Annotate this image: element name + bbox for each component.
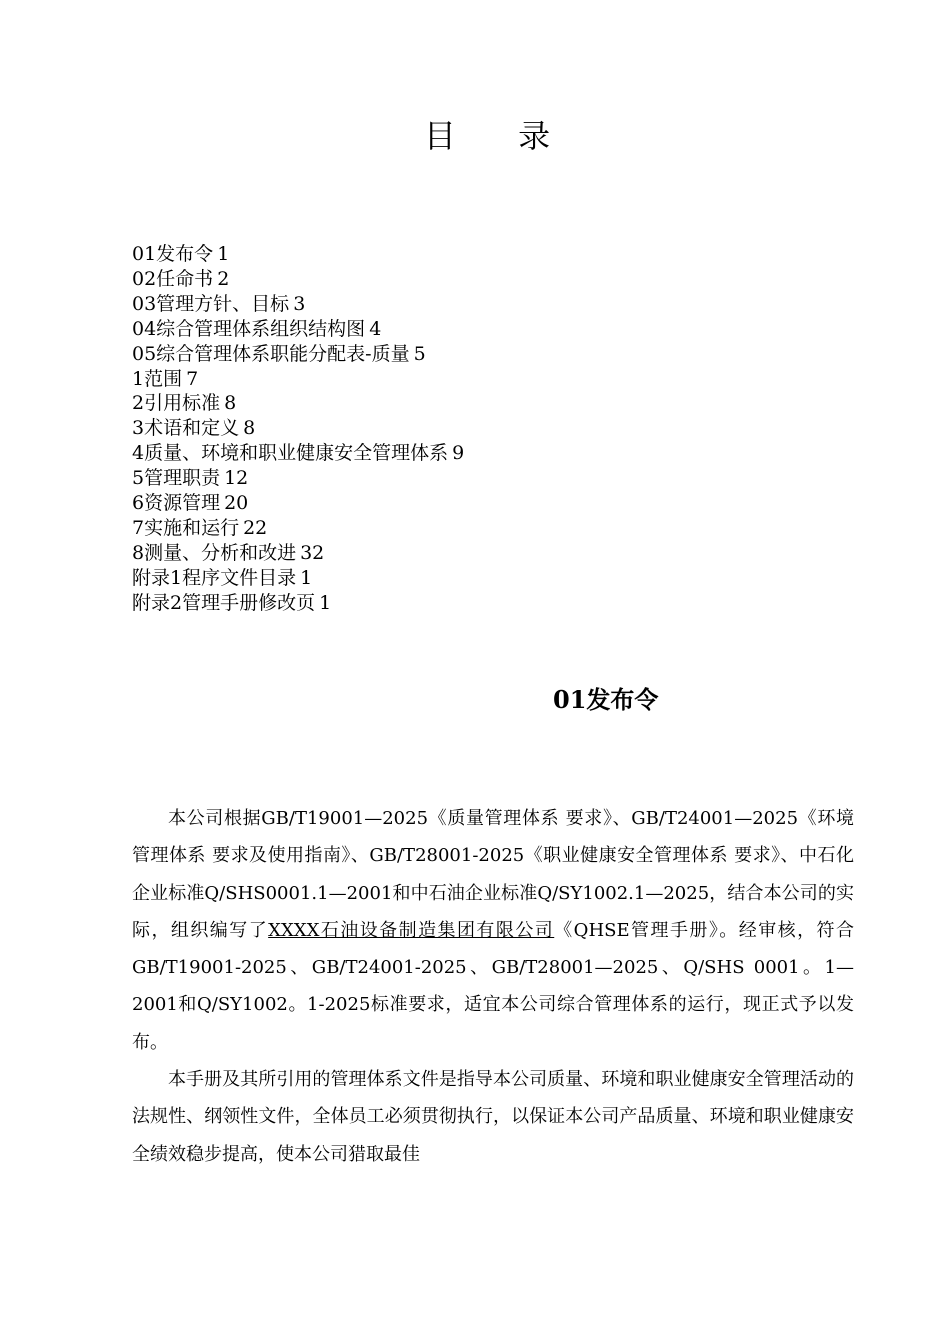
toc-item-page: 1: [300, 566, 313, 589]
toc-item-page: 7: [186, 367, 199, 390]
toc-item-page: 8: [243, 417, 256, 440]
toc-item[interactable]: [132, 391, 464, 416]
toc-item-label: 05综合管理体系职能分配表-质量: [132, 342, 410, 365]
toc-item-label: 01发布令: [132, 243, 214, 265]
toc-item[interactable]: [132, 367, 464, 392]
toc-item[interactable]: [132, 342, 464, 367]
toc-item-label: 03管理方针、目标: [132, 292, 290, 315]
toc-title: 目 录: [423, 117, 577, 155]
toc-item-page: 1: [217, 243, 230, 265]
toc-item-page: 22: [243, 516, 268, 539]
toc-item-page: 20: [224, 492, 249, 515]
toc-item-page: 32: [300, 541, 325, 564]
section-body: [132, 800, 854, 1173]
toc-list: [132, 242, 464, 616]
toc-item-label: 附录1程序文件目录: [132, 566, 297, 589]
toc-item-page: 12: [224, 467, 249, 490]
toc-item-label: 附录2管理手册修改页: [132, 591, 316, 614]
toc-item-page: 8: [224, 392, 237, 415]
toc-item-page: 2: [217, 267, 230, 290]
toc-item-label: 7实施和运行: [132, 516, 240, 539]
toc-item-label: 1范围: [132, 367, 183, 390]
toc-item[interactable]: [132, 317, 464, 342]
toc-item[interactable]: [132, 516, 464, 541]
toc-item[interactable]: [132, 541, 464, 566]
toc-item-label: 02任命书: [132, 267, 214, 290]
body-paragraph: 本手册及其所引用的管理体系文件是指导本公司质量、环境和职业健康安全管理活动的法规性、纲领性文件，全体员工必须贯彻执行，以保证本公司产品质量、环境和职业健康安全绩效稳步提高，使本公司猎取最佳: [132, 1069, 854, 1165]
toc-item[interactable]: [132, 491, 464, 516]
toc-item-page: 5: [413, 342, 426, 365]
toc-item-label: 4质量、环境和职业健康安全管理体系: [132, 442, 449, 465]
toc-item[interactable]: [132, 242, 464, 267]
toc-item-label: 6资源管理: [132, 492, 221, 515]
toc-item-page: 3: [293, 292, 306, 315]
toc-item-page: 4: [369, 317, 382, 340]
paragraph-text: 《QHSE管理手册》。经审核，符合GB/T19001-2025、GB/T24001-2025、GB/T28001—2025、Q/SHS 0001。1—2001和Q/SY1002。1-2025标准要求，适宜本公司综合管理体系的运行，现正式予以发布。: [132, 919, 854, 1053]
toc-item[interactable]: [132, 466, 464, 491]
toc-item[interactable]: [132, 591, 464, 616]
toc-item-label: 04综合管理体系组织结构图: [132, 317, 366, 340]
toc-item[interactable]: [132, 292, 464, 317]
paragraph-text: 本公司根据GB/T19001—2025《质量管理体系 要求》、GB/T24001—2025《环境管理体系 要求及使用指南》、GB/T28001-2025《职业健康安全管理体系 要求》、中石化企业标准Q/SHS0001.1—2001和中石油企业标准Q/SY1002.1—2025，结合本公司的实际，组织编写了: [132, 808, 854, 941]
toc-item-label: 5管理职责: [132, 467, 221, 490]
body-paragraph: [132, 800, 854, 1061]
toc-item-page: 9: [452, 442, 465, 465]
toc-item-label: 2引用标准: [132, 392, 221, 415]
toc-item[interactable]: [132, 416, 464, 441]
toc-item-page: 1: [319, 591, 332, 614]
toc-item[interactable]: [132, 441, 464, 466]
toc-item-label: 3术语和定义: [132, 417, 240, 440]
toc-item[interactable]: [132, 267, 464, 292]
toc-item[interactable]: [132, 566, 464, 591]
section-title: 01发布令: [553, 685, 659, 714]
toc-item-label: 8测量、分析和改进: [132, 541, 297, 564]
company-name: XXXX石油设备制造集团有限公司: [268, 919, 555, 941]
